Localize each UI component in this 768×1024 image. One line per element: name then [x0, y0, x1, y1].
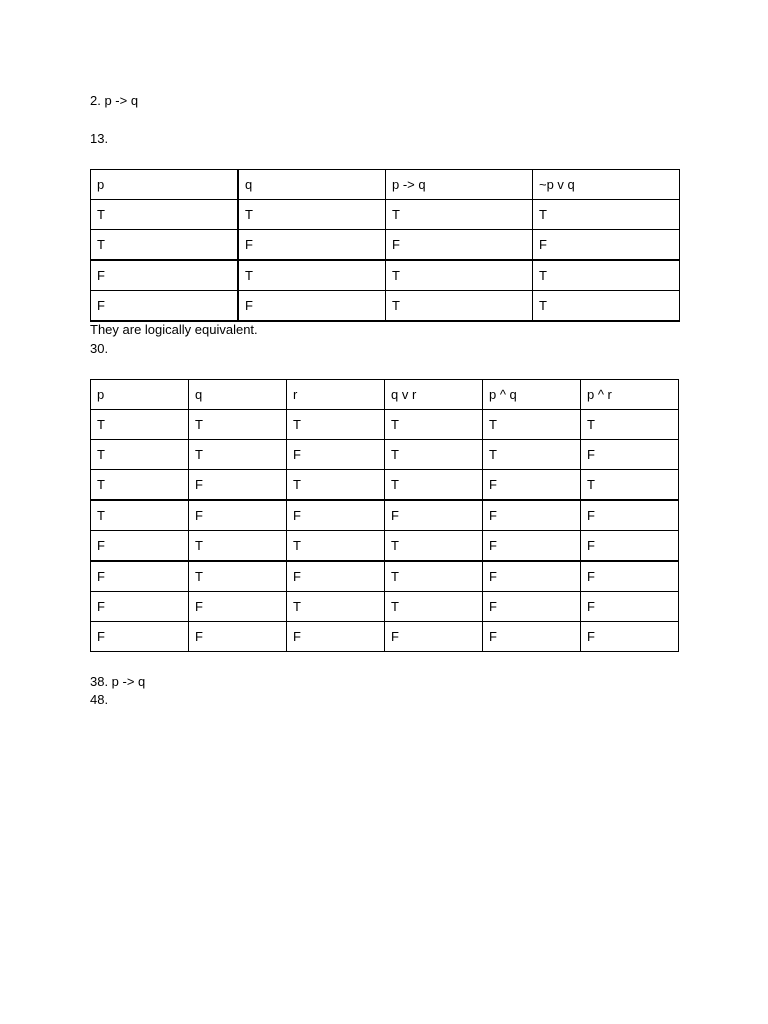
- table-cell: T: [386, 291, 533, 322]
- table-header-cell: p: [91, 170, 239, 200]
- table-cell: T: [533, 291, 680, 322]
- table-header-cell: p: [91, 380, 189, 410]
- table-header-cell: q: [189, 380, 287, 410]
- table-cell: F: [238, 230, 386, 261]
- table-cell: T: [91, 200, 239, 230]
- table-cell: T: [91, 500, 189, 531]
- table-cell: F: [581, 500, 679, 531]
- table-cell: T: [287, 592, 385, 622]
- table-cell: T: [238, 200, 386, 230]
- table-cell: T: [581, 470, 679, 501]
- table-cell: F: [287, 500, 385, 531]
- table-cell: T: [385, 440, 483, 470]
- table-row: [91, 440, 679, 470]
- table-cell: T: [91, 230, 239, 261]
- table-cell: T: [533, 200, 680, 230]
- table-cell: F: [385, 622, 483, 652]
- truth-table-problem-13: [90, 169, 680, 322]
- table-cell: T: [483, 440, 581, 470]
- table-row: [91, 470, 679, 501]
- table-cell: F: [483, 561, 581, 592]
- table-cell: T: [483, 410, 581, 440]
- table-header-cell: p ^ q: [483, 380, 581, 410]
- table-cell: F: [581, 592, 679, 622]
- table-cell: F: [483, 622, 581, 652]
- table-header-row: [91, 380, 679, 410]
- table-cell: F: [483, 592, 581, 622]
- table-cell: T: [533, 260, 680, 291]
- table-cell: T: [287, 470, 385, 501]
- problem-2-answer: 2. p -> q: [90, 93, 139, 108]
- problem-13-label: 13.: [90, 131, 109, 146]
- table-row: [91, 531, 679, 562]
- table-cell: T: [385, 531, 483, 562]
- table-cell: F: [483, 500, 581, 531]
- table-cell: F: [581, 531, 679, 562]
- table-cell: T: [189, 531, 287, 562]
- table-row: [91, 230, 680, 261]
- table-row: [91, 592, 679, 622]
- table-cell: F: [91, 561, 189, 592]
- table-cell: F: [189, 592, 287, 622]
- problem-13-conclusion: They are logically equivalent.: [90, 322, 258, 337]
- table-cell: T: [386, 200, 533, 230]
- table-cell: F: [91, 592, 189, 622]
- table-cell: F: [483, 470, 581, 501]
- table-header-cell: q v r: [385, 380, 483, 410]
- table-row: [91, 410, 679, 440]
- table-cell: F: [91, 531, 189, 562]
- table-cell: F: [533, 230, 680, 261]
- table-cell: T: [91, 440, 189, 470]
- table-cell: F: [91, 260, 239, 291]
- table-cell: F: [287, 622, 385, 652]
- table-cell: T: [91, 470, 189, 501]
- table-cell: F: [287, 440, 385, 470]
- table-header-cell: q: [238, 170, 386, 200]
- table-cell: T: [385, 592, 483, 622]
- table-cell: F: [189, 622, 287, 652]
- table-cell: F: [287, 561, 385, 592]
- table-cell: F: [386, 230, 533, 261]
- table-cell: T: [189, 440, 287, 470]
- table-header-row: [91, 170, 680, 200]
- table-cell: T: [385, 561, 483, 592]
- table-cell: F: [581, 440, 679, 470]
- table-row: [91, 291, 680, 322]
- problem-30-label: 30.: [90, 341, 109, 356]
- truth-table-problem-30: [90, 379, 679, 652]
- table-cell: T: [91, 410, 189, 440]
- table-cell: F: [385, 500, 483, 531]
- table-cell: F: [189, 470, 287, 501]
- table-cell: T: [386, 260, 533, 291]
- table-row: [91, 500, 679, 531]
- table-row: [91, 561, 679, 592]
- table-cell: T: [189, 561, 287, 592]
- table-cell: F: [581, 561, 679, 592]
- table-header-cell: ~p v q: [533, 170, 680, 200]
- table-row: [91, 200, 680, 230]
- table-cell: T: [189, 410, 287, 440]
- table-cell: T: [385, 470, 483, 501]
- table-row: [91, 622, 679, 652]
- table-cell: T: [385, 410, 483, 440]
- table-header-cell: r: [287, 380, 385, 410]
- table-cell: T: [238, 260, 386, 291]
- table-cell: T: [287, 410, 385, 440]
- table-cell: F: [189, 500, 287, 531]
- table-cell: F: [581, 622, 679, 652]
- table-cell: F: [483, 531, 581, 562]
- table-cell: T: [287, 531, 385, 562]
- table-cell: T: [581, 410, 679, 440]
- table-header-cell: p ^ r: [581, 380, 679, 410]
- table-cell: F: [238, 291, 386, 322]
- table-row: [91, 260, 680, 291]
- table-header-cell: p -> q: [386, 170, 533, 200]
- problem-38-answer: 38. p -> q: [90, 674, 146, 689]
- table-cell: F: [91, 622, 189, 652]
- problem-48-label: 48.: [90, 692, 109, 707]
- table-cell: F: [91, 291, 239, 322]
